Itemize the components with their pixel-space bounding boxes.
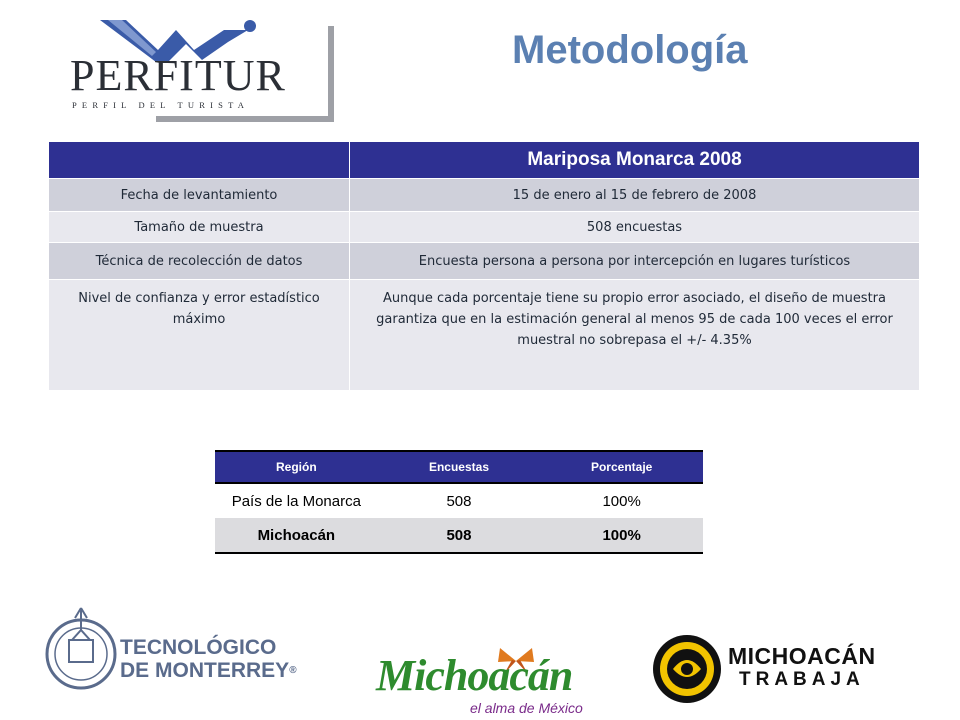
table-row (215, 483, 703, 518)
registered-mark: ® (289, 665, 297, 676)
region-header-row (215, 451, 703, 483)
perfitur-logo (68, 16, 286, 112)
page-title: Metodología (512, 28, 748, 72)
michoacan-trabaja-logo (651, 633, 881, 713)
methodology-header-row (49, 142, 920, 179)
row-value: Aunque cada porcentaje tiene su propio error asociado, el diseño de muestra garantiza que en la estimación general al menos 95 de cada 100 veces el error muestral no sobrepasa el +/- 4.35% (350, 280, 920, 391)
porcentaje-cell: 100% (540, 483, 703, 518)
methodology-title: Mariposa Monarca 2008 (350, 142, 920, 179)
logo-wordmark: PERFITUR (70, 51, 286, 100)
header-empty-cell (49, 142, 350, 179)
table-row (49, 243, 920, 280)
table-row (49, 280, 920, 391)
tec-wordmark (120, 636, 297, 682)
michoacan-tagline: el alma de México (470, 700, 583, 716)
row-value: 15 de enero al 15 de febrero de 2008 (350, 179, 920, 212)
michoacan-alma-logo (376, 652, 591, 720)
trabaja-line-2: TRABAJA (739, 669, 865, 690)
table-row (215, 518, 703, 553)
region-table (215, 450, 703, 554)
tec-seal-icon (44, 600, 118, 692)
region-cell: País de la Monarca (215, 483, 378, 518)
row-label: Nivel de confianza y error estadístico máximo (49, 280, 350, 391)
row-label: Fecha de levantamiento (49, 179, 350, 212)
row-label: Técnica de recolección de datos (49, 243, 350, 280)
encuestas-cell: 508 (378, 518, 541, 553)
column-header-region: Región (215, 451, 378, 483)
row-value: 508 encuestas (350, 212, 920, 243)
encuestas-cell: 508 (378, 483, 541, 518)
table-row (49, 179, 920, 212)
column-header-porcentaje: Porcentaje (540, 451, 703, 483)
row-label: Tamaño de muestra (49, 212, 350, 243)
row-value: Encuesta persona a persona por intercepción en lugares turísticos (350, 243, 920, 280)
table-row (49, 212, 920, 243)
trabaja-emblem-icon (651, 633, 723, 705)
tec-line-1: TECNOLÓGICO (120, 636, 277, 659)
michoacan-wordmark: Michoacán (376, 651, 573, 700)
methodology-table (48, 141, 920, 391)
porcentaje-cell: 100% (540, 518, 703, 553)
tec-line-2: DE MONTERREY (120, 659, 290, 682)
region-cell: Michoacán (215, 518, 378, 553)
logo-tagline: PERFIL DEL TURISTA (72, 100, 250, 110)
column-header-encuestas: Encuestas (378, 451, 541, 483)
trabaja-line-1: MICHOACÁN (728, 643, 876, 669)
tec-monterrey-logo (44, 600, 297, 692)
